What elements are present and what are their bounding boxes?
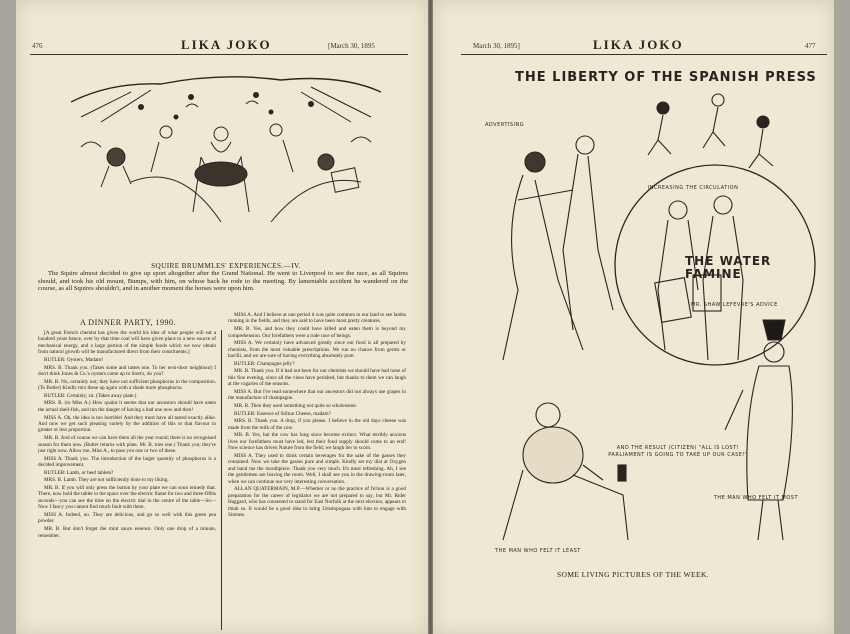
column-2-paragraph: MR. B. Yes, and how they could have killed and eaten them is beyond my comprehension. Our forefathers were a rude race of beings. (228, 326, 406, 339)
column-2-paragraph: BUTLER: Essence of Stilton Cheese, madam? (234, 410, 331, 417)
column-1-paragraph: MR. B. But don't forget the mint sauce essence. Only one drop of a minute, remember. (38, 526, 216, 539)
column-2-paragraph: BUTLER: Champagne jelly? (234, 360, 295, 367)
article-title: A DINNER PARTY, 1990. (79, 318, 177, 327)
column-2-paragraph: MISS A. They used to drink certain beverages for the sake of the gasses they contained. Now we take the gasses pure and simple. Kindly set my dial at Oxygen and hand me the mouthpiece. Thank you very much. It's most refreshing. Ah, I see the gentlemen are leaving the room. Well, I shall see you in the drawing-room later, when we can continue our very interesting conversation. (228, 452, 406, 485)
label-felt-it-least: THE MAN WHO FELT IT LEAST (495, 548, 581, 554)
column-1-paragraph: MISS A. Thank you. The introduction of the larger quantity of phosphorus is a decided improvement. (38, 455, 216, 469)
column-2-paragraph: ALLAN QUATERMAIN, M.P.—Whether or no the practice of fiction is a good preparation for the career of legislator we are not prepared to say, but Mr. Rider Haggard, who has consented to stand for East Norfolk at the next election, appears to think so. It would be a good idea to bring Umslopogaas with him to engage with Sirenne. (228, 486, 406, 519)
column-2-paragraph: MR. B. Then they used something not quite so wholesome. (234, 403, 357, 410)
column-2-paragraph: MR. B. Thank you. If it had not been for our chemists we should have had none of this fine evening, since all the vines have perished, but thanks to them we can laugh at the vagaries of the seasons. (228, 368, 406, 388)
column-2-paragraph: MR. B. Yes, but the cow has long since become extinct. What terribly anxious lives our forefathers must have led, lest their food supply should come to an end! Now science has driven Nature from the field; we laugh her to scorn. (228, 432, 406, 452)
column-1-paragraph: MRS. B. (to Miss A.) How quaint it seems that our ancestors should have eaten the actual shell-fish, and run the danger of having a bad one now and then! (38, 400, 216, 413)
right-date: March 30, 1895] (473, 42, 520, 50)
left-page (16, 0, 428, 634)
column-1-paragraph: MISS A. Indeed, no. They are delicious, and go so well with this green pea powder. (38, 512, 216, 525)
column-rule (221, 330, 222, 630)
right-masthead: LIKA JOKO (593, 37, 684, 52)
column-1-paragraph: MRS. B. Lamb. They are not sufficiently done to my liking. (44, 477, 169, 484)
cartoon-title-spanish-press: THE LIBERTY OF THE SPANISH PRESS (515, 70, 817, 85)
label-shaw-lefevre: MR. SHAW LEFEVRE'S ADVICE (691, 302, 778, 308)
column-2-paragraph: MISS A. But I've read somewhere that our ancestors did not always use grapes in the manufacture of champagne. (228, 388, 406, 402)
article-column-2 (228, 312, 406, 622)
column-1-paragraph: BUTLER: Certainly, sir. (Takes away plate.) (44, 392, 137, 399)
column-1-paragraph: BUTLER: Oysters, Madam! (44, 357, 103, 363)
column-1-paragraph: MRS. B. Thank you. (Takes some and tastes one. To her next-door neighbour) I don't think Jones & Co.'s oysters come up to Stott's, do you? (38, 364, 216, 378)
left-page-number: 476 (32, 42, 43, 50)
column-1-paragraph: [A great French chemist has given the world his idea of what people will eat a hundred years hence, over by that time coal will have given place to a new source of mechanical energy, and a large portion of the simple foods which we now obtain from natural growth will be manufactured direct from their constituents.] (38, 330, 216, 356)
header-rule (461, 54, 827, 55)
left-masthead: LIKA JOKO (181, 37, 272, 52)
column-2-paragraph: MISS A. We certainly have advanced greatly since our food is all prepared by chemists, from the most valuable prescriptions. We run no chance from germs or bacilli, and we are sure of having everything absolutely pure. (228, 340, 406, 360)
label-citizen-result: AND THE RESULT (CITIZEN) "ALL IS LOST! PARLIAMENT IS GOING TO TAKE UP OUR CASE!" (608, 445, 748, 458)
illustration-text: The Squire almost decided to give up sport altogether after the Grand National. He went to Liverpool to see the race, as all Squires should, and took his old mount, Bumps, with him, on whose back he rode to the meeting. By lamentable accident he wandered on the course, as all Squires shouldn't, and in another moment the horses were upon him. (38, 270, 408, 293)
column-1-paragraph: MISS A. Oh, the idea is too horrible! And they must have all tasted exactly alike. And now we get such pleasing variety by the addition of this or that flavour in greater or less proportion. (38, 414, 216, 434)
header-rule (30, 54, 408, 55)
column-2-paragraph: MRS. B. Thank you. A drop, if you please. I believe in the old days cheese was made from the milk of the cow. (228, 418, 406, 431)
label-advertising: ADVERTISING (485, 122, 525, 128)
column-1-paragraph: MR. B. And of course we can have them all the year round; there is no recognised season for them now. (Butler returns with plate. Mr. B. tries one.) Thank you; they're just right now. Allow me, Miss A., to pass you one or two of these. (38, 435, 216, 455)
label-felt-it-most: THE MAN WHO FELT IT MOST (713, 495, 798, 501)
column-2-paragraph: MISS A. And I believe at one period it was quite common to our land to see lambs running in the fields, and they are said to have been most pretty creatures. (228, 312, 406, 325)
right-page (433, 0, 834, 634)
column-1-paragraph: MR. B. If you will only press the button by your plate we can soon remedy that. There, now hold the tablet in the space over the electric flame for two and three-fifths seconds—you can see the time on the electric dial in the centre of the table—So—Now I fancy you cannot find much fault with them. (38, 485, 216, 511)
left-date: [March 30, 1895 (328, 42, 375, 50)
cartoon-title-water-famine: THE WATER FAMINE (685, 254, 772, 281)
page-caption: SOME LIVING PICTURES OF THE WEEK. (556, 570, 710, 579)
squire-steeplechase-illustration (71, 62, 381, 227)
article-column-1 (38, 330, 216, 620)
right-page-number: 477 (805, 42, 816, 50)
illustration-caption: SQUIRE BRUMMLES' EXPERIENCES.—IV. (151, 262, 301, 270)
column-1-paragraph: BUTLER: Lamb, or beef tablets? (44, 469, 114, 476)
column-1-paragraph: MR. B. No, certainly not; they have not sufficient phosphorus in the composition. (To Butler) Kindly mix these up again with a shade more phosphorus. (38, 378, 216, 392)
label-increasing-circulation: INCREASING THE CIRCULATION (647, 185, 739, 191)
